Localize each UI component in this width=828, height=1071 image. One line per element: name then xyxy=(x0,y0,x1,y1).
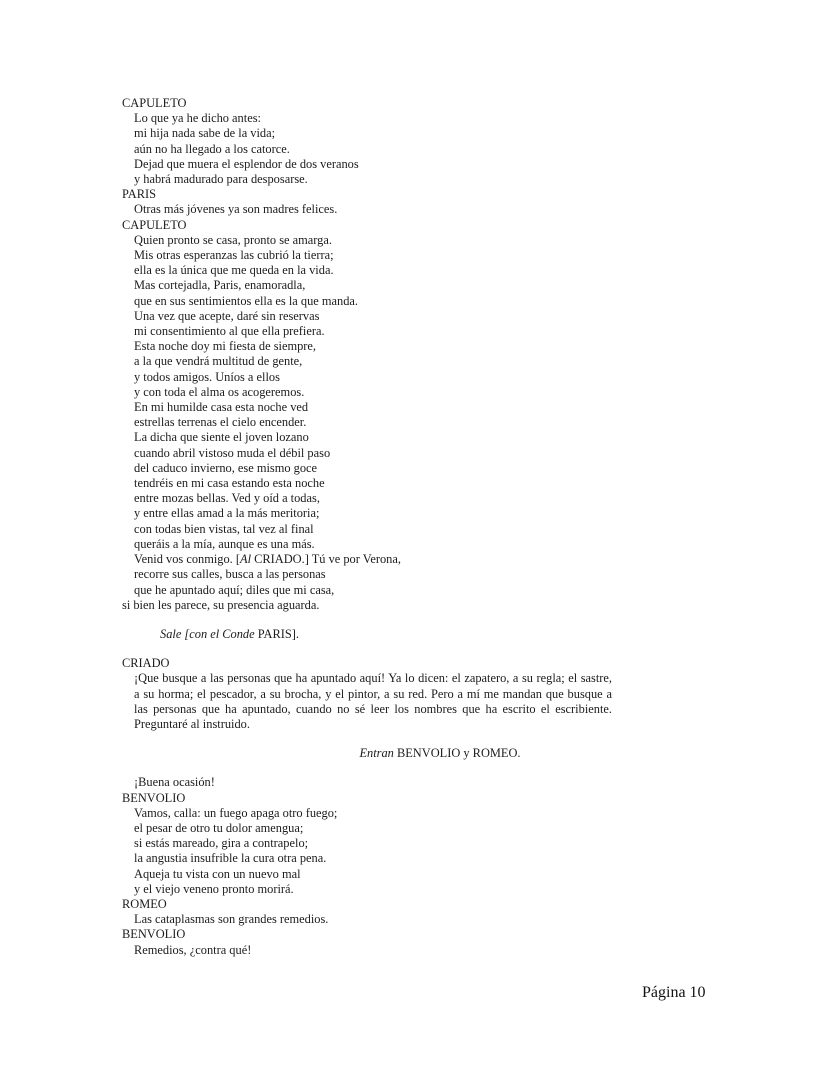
speaker-name: BENVOLIO xyxy=(122,927,186,942)
verse-line: Lo que ya he dicho antes: xyxy=(134,111,261,126)
verse-line: La dicha que siente el joven lozano xyxy=(134,430,309,445)
verse-line: En mi humilde casa esta noche ved xyxy=(134,400,309,415)
verse-line: queráis a la mía, aunque es una más. xyxy=(134,536,315,551)
verse-line xyxy=(122,552,612,567)
verse-line: aún no ha llegado a los catorce. xyxy=(134,141,290,156)
verse-line: Las cataplasmas son grandes remedios. xyxy=(134,912,329,927)
verse-line: ella es la única que me queda en la vida. xyxy=(134,263,334,278)
verse-line: y con toda el alma os acogeremos. xyxy=(134,384,305,399)
verse-line: cuando abril vistoso muda el débil paso xyxy=(134,445,331,460)
verse-line: la angustia insufrible la cura otra pena. xyxy=(134,851,327,866)
page-number: Página 10 xyxy=(642,984,706,1001)
verse-line: recorre sus calles, busca a las personas xyxy=(134,567,326,582)
verse-line: que en sus sentimientos ella es la que manda. xyxy=(134,293,359,308)
speaker-name: PARIS xyxy=(122,187,156,202)
speaker-name: BENVOLIO xyxy=(122,790,186,805)
verse-line: Otras más jóvenes ya son madres felices. xyxy=(134,202,338,217)
stage-direction-italic: Sale [con el Conde xyxy=(160,626,255,641)
verse-line: Remedios, ¿contra qué! xyxy=(134,942,252,957)
stage-direction-names: PARIS]. xyxy=(254,626,299,641)
verse-fragment: CRIADO.] Tú ve por Verona, xyxy=(251,552,401,567)
verse-fragment: Venid vos conmigo. [ xyxy=(134,552,240,567)
stage-direction-inline: Al xyxy=(240,552,252,567)
verse-line: entre mozas bellas. Ved y oíd a todas, xyxy=(134,491,320,506)
verse-line: Quien pronto se casa, pronto se amarga. xyxy=(134,232,332,247)
verse-line: Mas cortejadla, Paris, enamoradla, xyxy=(134,278,306,293)
speaker-name: CAPULETO xyxy=(122,96,187,110)
verse-line: el pesar de otro tu dolor amengua; xyxy=(134,820,304,835)
verse-line: y entre ellas amad a la más meritoria; xyxy=(134,506,320,521)
stage-direction xyxy=(160,627,612,642)
verse-line: Aqueja tu vista con un nuevo mal xyxy=(134,866,301,881)
verse-line: a la que vendrá multitud de gente, xyxy=(134,354,303,369)
speaker-name: ROMEO xyxy=(122,896,167,911)
verse-line: Vamos, calla: un fuego apaga otro fuego; xyxy=(134,805,338,820)
stage-direction-italic: Entran xyxy=(359,746,394,761)
verse-line: que he apuntado aquí; diles que mi casa, xyxy=(134,582,335,597)
verse-line: estrellas terrenas el cielo encender. xyxy=(134,415,307,430)
verse-line: y habrá madurado para desposarse. xyxy=(134,172,308,187)
stage-direction xyxy=(122,746,612,761)
verse-line: ¡Buena ocasión! xyxy=(134,775,215,790)
verse-line: Dejad que muera el esplendor de dos veranos xyxy=(134,156,359,171)
verse-line: y todos amigos. Uníos a ellos xyxy=(134,369,280,384)
verse-line: si estás mareado, gira a contrapelo; xyxy=(134,836,309,851)
verse-line: Esta noche doy mi fiesta de siempre, xyxy=(134,339,317,354)
verse-line: Una vez que acepte, daré sin reservas xyxy=(134,308,320,323)
verse-line: con todas bien vistas, tal vez al final xyxy=(134,521,314,536)
speaker-name: CRIADO xyxy=(122,656,170,671)
verse-line: si bien les parece, su presencia aguarda. xyxy=(122,597,320,612)
verse-line: y el viejo veneno pronto morirá. xyxy=(134,881,294,896)
verse-line: mi consentimiento al que ella prefiera. xyxy=(134,324,325,339)
verse-line: Mis otras esperanzas las cubrió la tierra; xyxy=(134,248,334,263)
prose-paragraph: ¡Que busque a las personas que ha apuntado aquí! Ya lo dicen: el zapatero, a su regla; el sastre, a su horma; el pescador, a su brocha, y el pintor, a su red. Pero a mí me mandan que busque a las personas que ha apuntado, cuando no sé leer los nombres que ha escrito el escribiente. Preguntaré al instruido. xyxy=(134,671,612,731)
verse-line: del caduco invierno, ese mismo goce xyxy=(134,460,318,475)
speaker-name: CAPULETO xyxy=(122,217,187,232)
script-text xyxy=(122,96,612,958)
verse-line: mi hija nada sabe de la vida; xyxy=(134,126,276,141)
stage-direction-names: BENVOLIO y ROMEO. xyxy=(393,746,521,761)
verse-line: tendréis en mi casa estando esta noche xyxy=(134,476,325,491)
